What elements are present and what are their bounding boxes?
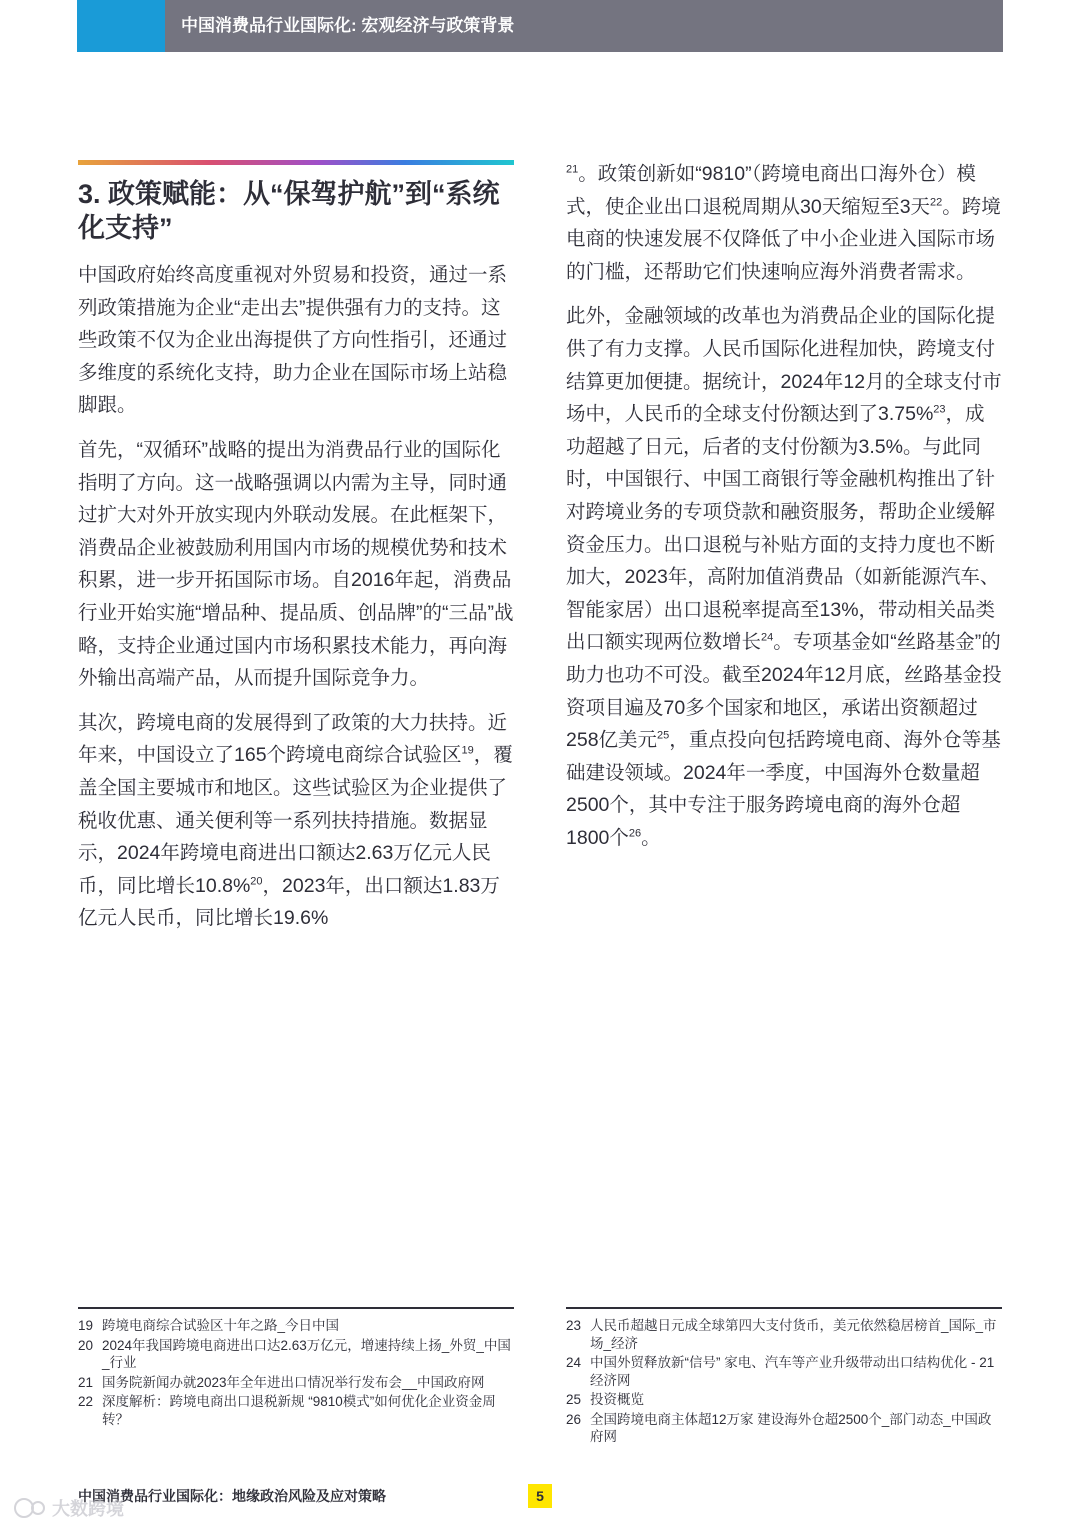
footnote-item: 21 国务院新闻办就2023年全年进出口情况举行发布会__中国政府网 bbox=[78, 1374, 485, 1390]
section-heading: 3. 政策赋能：从“保驾护航”到“系统化支持” bbox=[78, 179, 500, 243]
footnote-ref-26: 26 bbox=[628, 827, 642, 840]
footnotes-right bbox=[566, 1307, 1002, 1448]
footnotes-left bbox=[78, 1307, 514, 1430]
footnote-item: 22 深度解析：跨境电商出口退税新规 “9810模式”如何优化企业资金周转？ bbox=[78, 1394, 496, 1427]
footnote-ref-21: 21 bbox=[566, 163, 579, 176]
footnote-item: 25 投资概览 bbox=[566, 1392, 644, 1407]
header-bar bbox=[77, 0, 1003, 52]
paragraph-4: 此外，金融领域的改革也为消费品企业的国际化提供了有力支撑。人民币国际化进程加快，跨境支付结算更加便捷。据统计，2024年12月的全球支付市场中，人民币的全球支付份额达到了3.75%$^{23}$，成功超越了日元，后者的支付份额为3.5%。与此同时，中国银行、中国工商银行等金融机构推出了针对跨境业务的专项贷款和融资服务，帮助企业缓解资金压力。出口退税与补贴方面的支持力度也不断加大，2023年，高附加值消费品（如新能源汽车、智能家居）出口退税率提高至13%，带动相关品类出口额实现两位数增长$^{24}$。专项基金如“丝路基金”的助力也功不可没。截至2024年12月底，丝路基金投资项目遍及70多个国家和地区，承诺出资额超过258亿美元$^{25}$，重点投向包括跨境电商、海外仓等基础建设领域。2024年一季度，中国海外仓数量超2500个，其中专注于服务跨境电商的海外仓超1800个$^{26}$。 bbox=[566, 305, 1002, 849]
footnote-ref-23: 23 bbox=[933, 403, 946, 416]
footnote-ref-25: 25 bbox=[657, 729, 670, 742]
paragraph-3-continued: $^{21}$。政策创新如“9810”（跨境电商出口海外仓）模式，使企业出口退税周期从30天缩短至3天$^{22}$。跨境电商的快速发展不仅降低了中小企业进入国际市场的门槛，还帮助它们快速响应海外消费者需求。 bbox=[566, 163, 1001, 283]
watermark-text: 大数跨境 bbox=[52, 1499, 124, 1520]
footer-report-title: 中国消费品行业国际化：地缘政治风险及应对策略 bbox=[78, 1488, 386, 1504]
page-number-badge: 5 bbox=[528, 1484, 552, 1508]
footnote-ref-20: 20 bbox=[250, 875, 263, 888]
footnote-item: 26 全国跨境电商主体超12万家 建设海外仓超2500个_部门动态_中国政府网 bbox=[566, 1411, 992, 1444]
footnote-ref-22: 22 bbox=[930, 196, 943, 209]
footnote-item: 19 跨境电商综合试验区十年之路_今日中国 bbox=[78, 1318, 340, 1333]
paragraph-1: 中国政府始终高度重视对外贸易和投资，通过一系列政策措施为企业“走出去”提供强有力的支持。这些政策不仅为企业出海提供了方向性指引，还通过多维度的系统化支持，助力企业在国际市场上站稳脚跟。 bbox=[78, 264, 508, 417]
header-accent-block bbox=[77, 0, 165, 52]
paragraph-3: 其次，跨境电商的发展得到了政策的大力扶持。近年来，中国设立了165个跨境电商综合试验区$^{19}$，覆盖全国主要城市和地区。这些试验区为企业提供了税收优惠、通关便利等一系列扶持措施。数据显示，2024年跨境电商进出口额达2.63万亿元人民币，同比增长10.8%$^{20}$，2023年，出口额达1.83万亿元人民币，同比增长19.6% bbox=[78, 711, 513, 930]
footnote-item: 23 人民币超越日元成全球第四大支付货币，美元依然稳居榜首_国际_市场_经济 bbox=[566, 1318, 997, 1351]
right-column bbox=[566, 158, 1002, 866]
footnote-item: 20 2024年我国跨境电商进出口达2.63万亿元，增速持续上扬_外贸_中国_行业 bbox=[78, 1337, 511, 1370]
footnote-ref-19: 19 bbox=[461, 744, 474, 757]
header-title: 中国消费品行业国际化: 宏观经济与政策背景 bbox=[181, 16, 515, 35]
section-gradient-rule bbox=[78, 160, 514, 165]
footnote-item: 24 中国外贸释放新“信号” 家电、汽车等产业升级带动出口结构优化 - 21经济网 bbox=[566, 1355, 995, 1388]
watermark-logo bbox=[8, 1492, 148, 1524]
left-column bbox=[78, 160, 514, 947]
footnote-ref-24: 24 bbox=[761, 631, 774, 644]
paragraph-2: 首先，“双循环”战略的提出为消费品行业的国际化指明了方向。这一战略强调以内需为主导，同时通过扩大对外开放实现内外联动发展。在此框架下，消费品企业被鼓励利用国内市场的规模优势和技术积累，进一步开拓国际市场。自2016年起，消费品行业开始实施“增品种、提品质、创品牌”的“三品”战略，支持企业通过国内市场积累技术能力，再向海外输出高端产品，从而提升国际竞争力。 bbox=[78, 438, 514, 690]
